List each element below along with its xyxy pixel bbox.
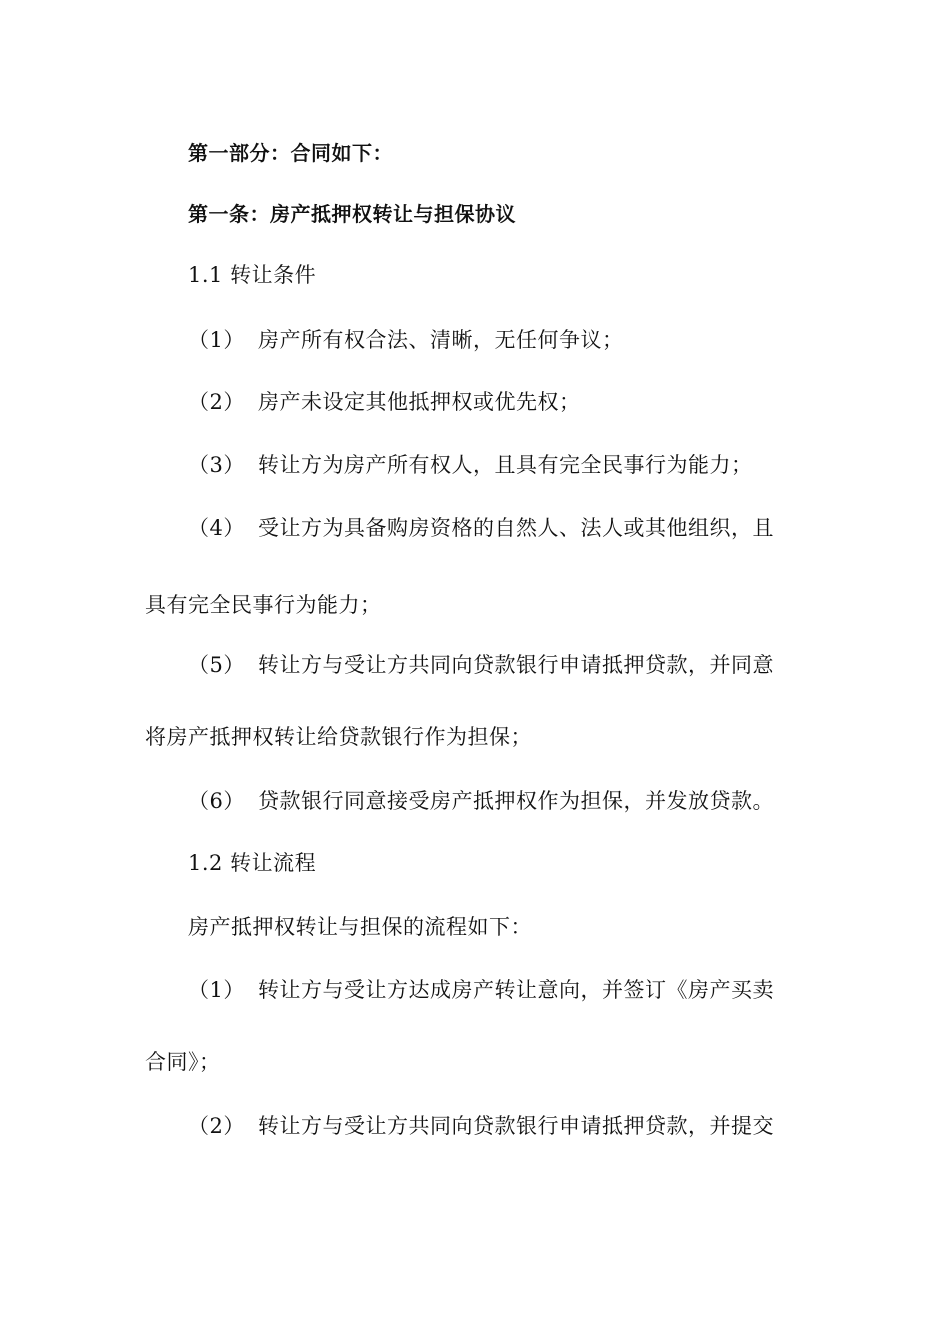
article-heading: 第一条：房产抵押权转让与担保协议	[188, 202, 516, 226]
section-heading-1-2: 1.2 转让流程	[188, 851, 317, 875]
condition-text: 转让方为房产所有权人，且具有完全民事行为能力；	[258, 453, 753, 477]
process-step-1-continuation: 合同》；	[145, 1050, 221, 1074]
part-heading: 第一部分：合同如下：	[188, 141, 393, 165]
condition-item-6	[188, 786, 868, 816]
condition-number: （2）	[188, 390, 245, 414]
condition-number: （3）	[188, 453, 245, 477]
condition-item-4	[188, 513, 868, 543]
condition-item-1	[188, 325, 868, 355]
condition-text: 转让方与受让方共同向贷款银行申请抵押贷款，并同意	[258, 653, 774, 677]
condition-text: 贷款银行同意接受房产抵押权作为担保，并发放贷款。	[258, 789, 774, 813]
condition-text: 受让方为具备购房资格的自然人、法人或其他组织，且	[258, 516, 774, 540]
process-step-1	[188, 975, 868, 1005]
condition-item-4-continuation: 具有完全民事行为能力；	[145, 593, 382, 617]
condition-number: （4）	[188, 516, 245, 540]
condition-item-3	[188, 450, 868, 480]
process-intro: 房产抵押权转让与担保的流程如下：	[188, 915, 532, 939]
step-text: 转让方与受让方达成房产转让意向，并签订《房产买卖	[258, 978, 774, 1002]
step-text: 转让方与受让方共同向贷款银行申请抵押贷款，并提交	[258, 1114, 774, 1138]
condition-text: 房产未设定其他抵押权或优先权；	[258, 390, 581, 414]
condition-number: （6）	[188, 789, 245, 813]
condition-item-5-continuation: 将房产抵押权转让给贷款银行作为担保；	[145, 725, 532, 749]
section-heading-1-1: 1.1 转让条件	[188, 263, 317, 287]
condition-number: （5）	[188, 653, 245, 677]
condition-item-5	[188, 650, 868, 680]
condition-text: 房产所有权合法、清晰，无任何争议；	[258, 328, 624, 352]
step-number: （2）	[188, 1114, 245, 1138]
condition-item-2	[188, 387, 868, 417]
step-number: （1）	[188, 978, 245, 1002]
process-step-2	[188, 1111, 868, 1141]
condition-number: （1）	[188, 328, 245, 352]
